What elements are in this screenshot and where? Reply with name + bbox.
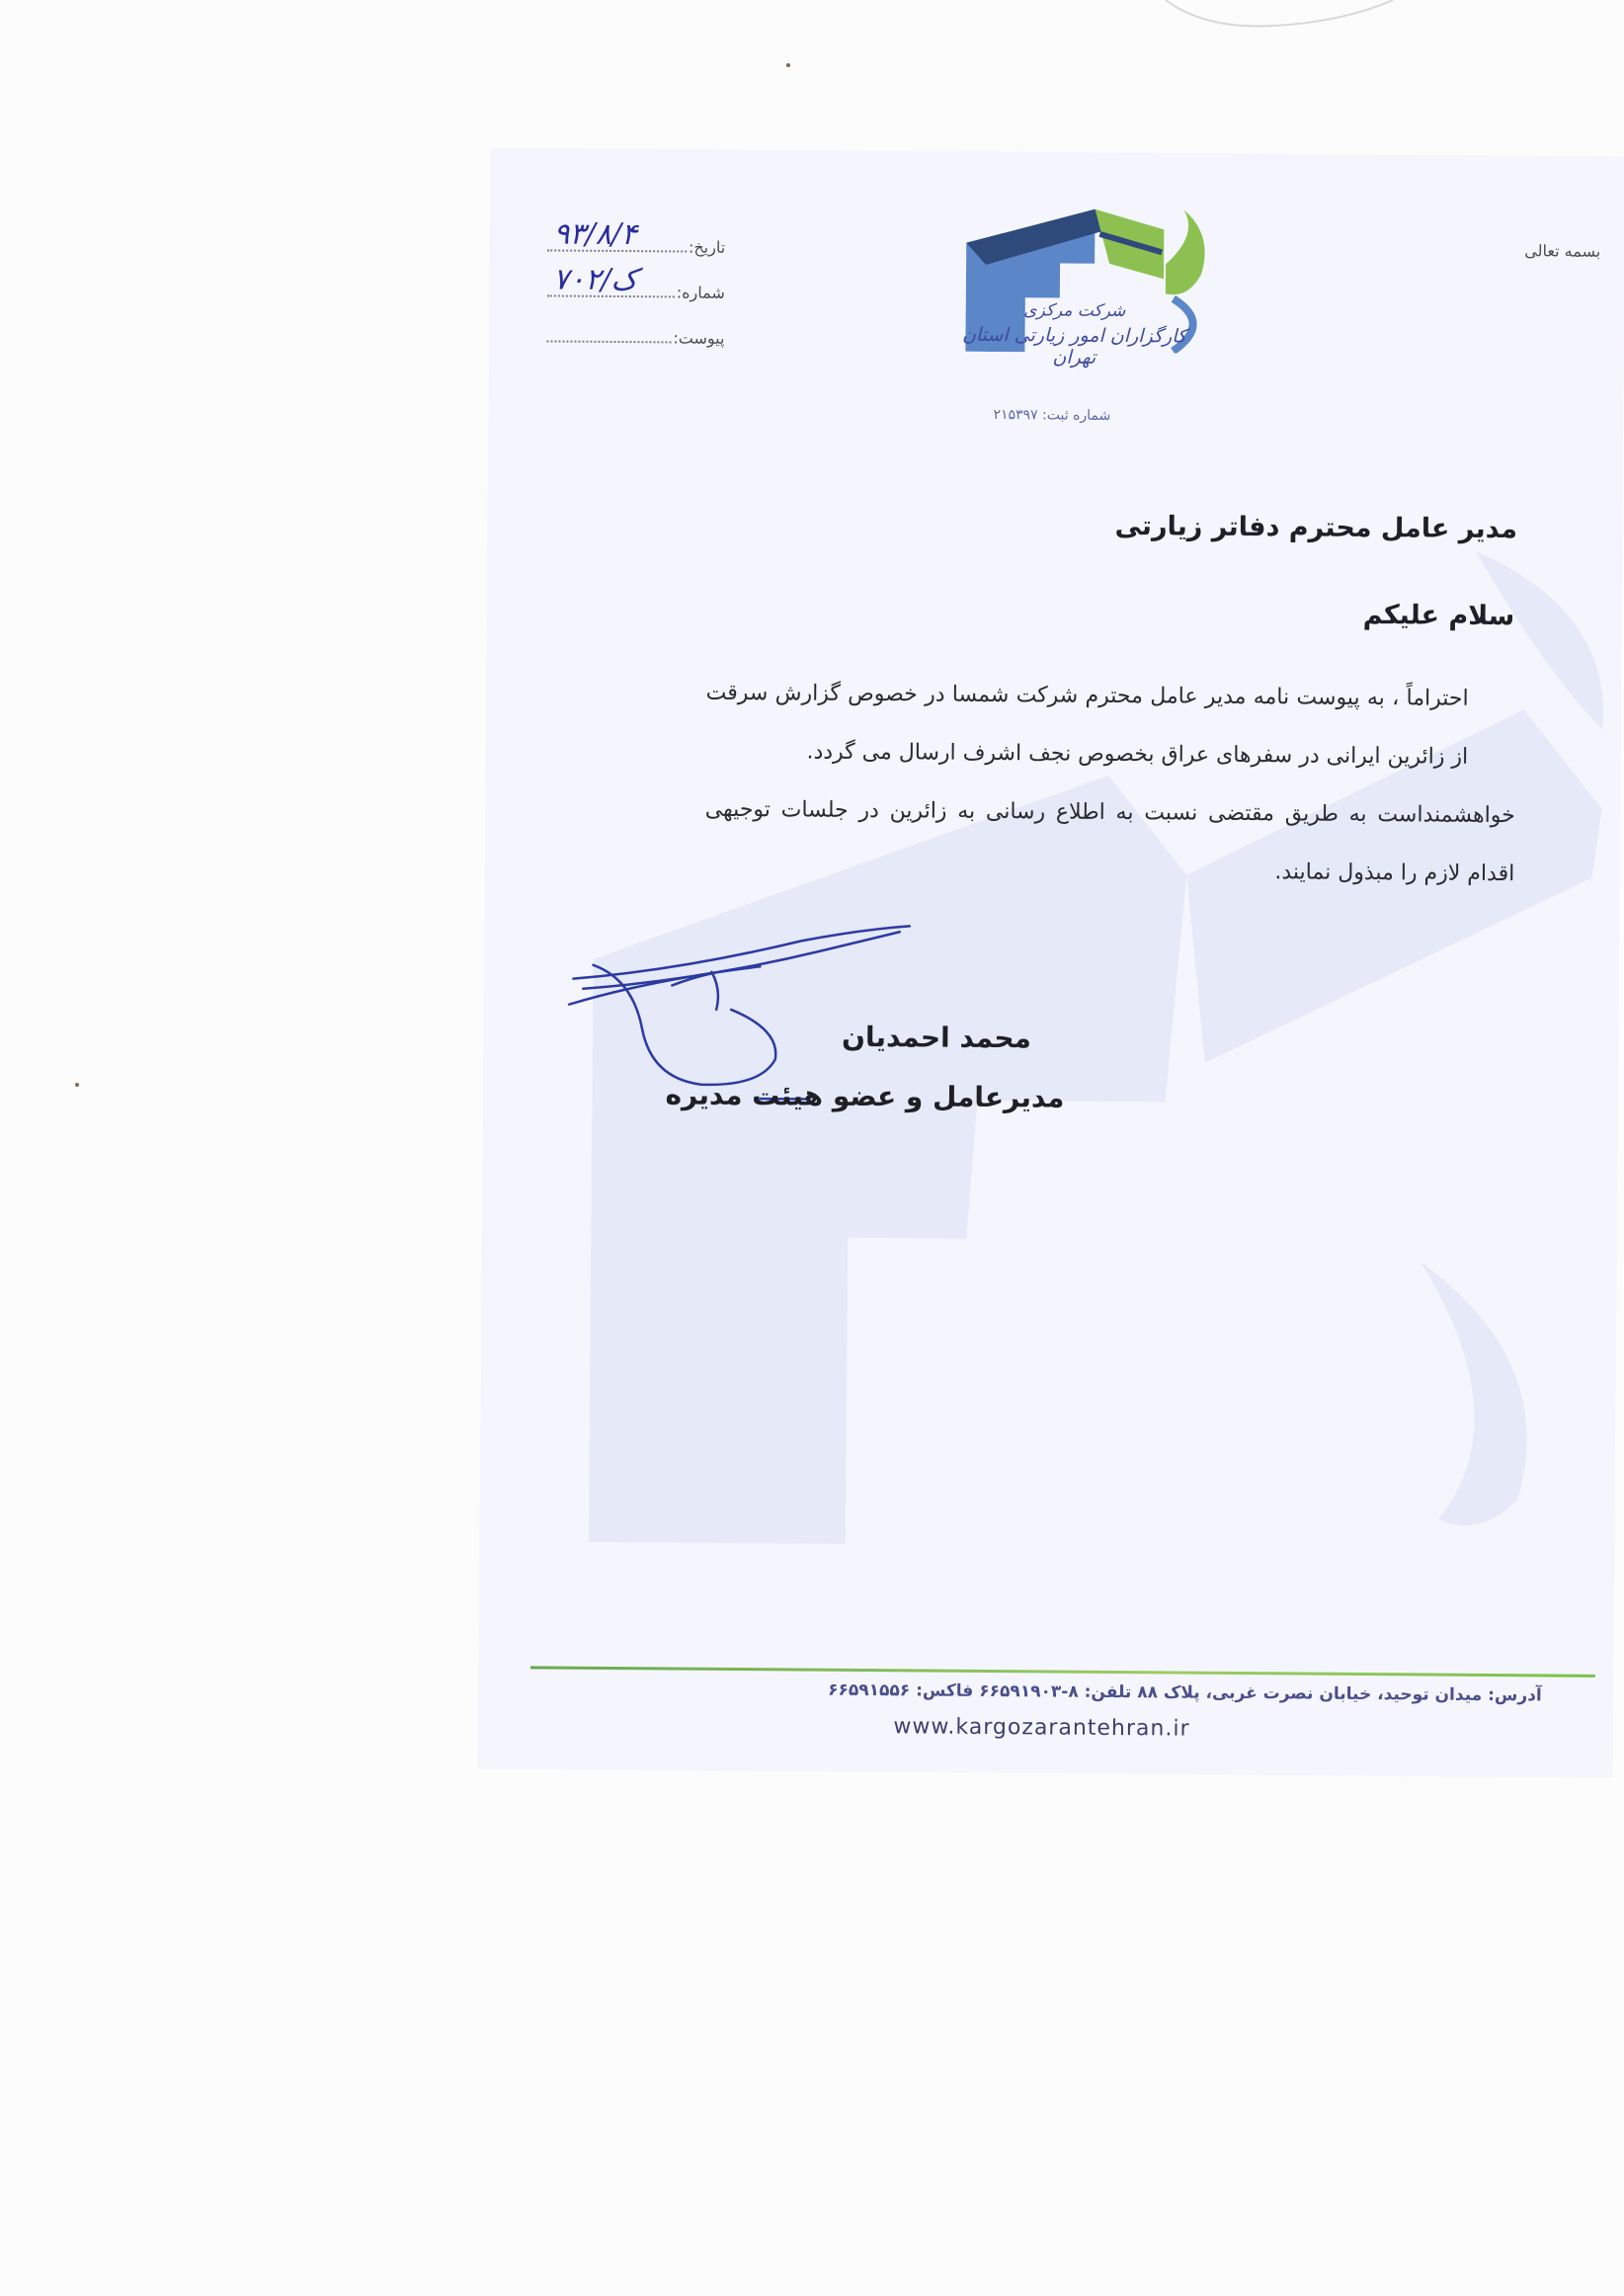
company-name bbox=[945, 300, 1203, 369]
recipient-heading: مدیر عامل محترم دفاتر زیارتی bbox=[1114, 510, 1518, 545]
attachment-label: پیوست: bbox=[673, 328, 725, 348]
signer-name: محمد احمدیان bbox=[841, 1020, 1032, 1055]
date-line bbox=[547, 216, 687, 253]
footer-divider bbox=[530, 1666, 1595, 1677]
scan-speck bbox=[75, 1083, 79, 1087]
date-label: تاریخ: bbox=[688, 237, 726, 257]
number-line bbox=[547, 262, 675, 298]
body-paragraph: احتراماً ، به پیوست نامه مدیر عامل محترم شرکت شمسا در خصوص گزارش سرقت از زائرین ایرانی در سفرهای عراق بخصوص نجف اشرف ارسال می گردد. bbox=[705, 680, 1469, 770]
date-value: ۹۳/۸/۴ bbox=[553, 216, 638, 253]
attachment-line bbox=[546, 340, 671, 343]
scan-speck bbox=[786, 63, 790, 67]
letter-meta bbox=[546, 209, 725, 347]
footer-website: www.kargozarantehran.ir bbox=[893, 1714, 1190, 1742]
body-paragraph: خواهشمنداست به طریق مقتضی نسبت به اطلاع رسانی به زائرین در جلسات توجیهی اقدام لازم را مبذول نمایند. bbox=[704, 796, 1515, 887]
invocation-text: بسمه تعالی bbox=[1524, 241, 1601, 261]
number-label: شماره: bbox=[676, 283, 725, 302]
number-value: ک/۷۰۲ bbox=[552, 262, 638, 298]
scan-edge-curve bbox=[1166, 0, 1403, 40]
greeting: سلام علیکم bbox=[1362, 599, 1515, 632]
registration-number: شماره ثبت: ۲۱۵۳۹۷ bbox=[993, 407, 1111, 424]
number-row bbox=[547, 255, 725, 301]
letter-body bbox=[704, 664, 1516, 903]
date-row bbox=[547, 209, 725, 256]
letter-page bbox=[478, 148, 1624, 1777]
footer-address: آدرس: میدان توحید، خیابان نصرت غربی، پلاک ۸۸ تلفن: ۸-۶۶۵۹۱۹۰۳ فاکس: ۶۶۵۹۱۵۵۶ bbox=[828, 1680, 1542, 1706]
company-name-line2: کارگزاران امور زیارتی استان تهران bbox=[961, 323, 1187, 369]
signer-title: مدیرعامل و عضو هیئت مدیره bbox=[665, 1078, 1065, 1114]
attachment-row bbox=[546, 300, 724, 347]
company-name-line1: شرکت مرکزی bbox=[1023, 300, 1126, 322]
